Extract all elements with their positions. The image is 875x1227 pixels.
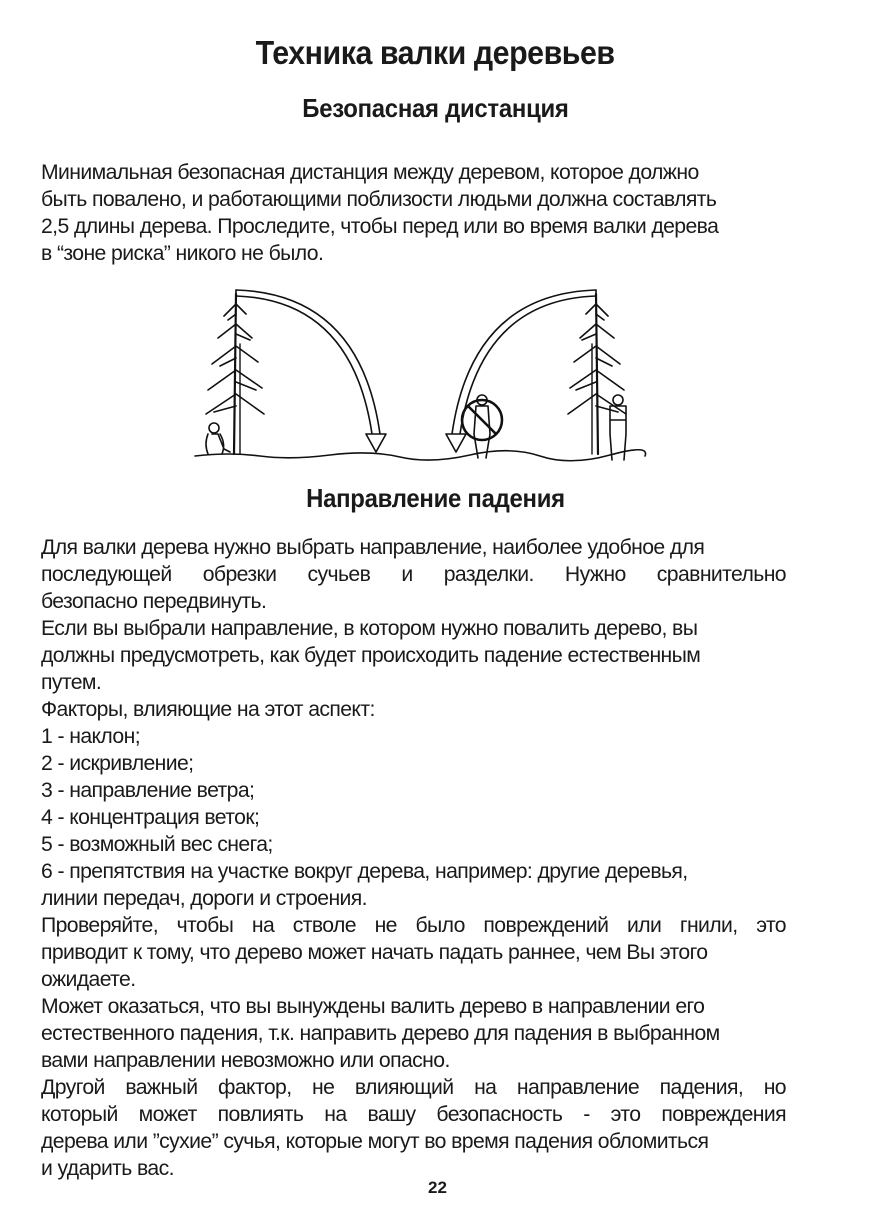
text-line: последующей обрезки сучьев и разделки. Нужно сравнительно — [41, 563, 786, 586]
section-heading-safe-distance: Безопасная дистанция — [302, 93, 569, 123]
text-line: Проверяйте, чтобы на стволе не было повреждений или гнили, это — [41, 914, 786, 937]
list-item: 5 - возможный вес снега; — [41, 833, 273, 856]
ground-line — [195, 450, 646, 461]
text-line: Факторы, влияющие на этот аспект: — [41, 698, 375, 721]
felling-distance-illustration — [190, 284, 650, 468]
text-line: должны предусмотреть, как будет происходить падение естественным — [41, 644, 701, 667]
text-line: ожидаете. — [41, 968, 136, 991]
list-item: 3 - направление ветра; — [41, 779, 255, 802]
section-heading-fall-direction: Направление падения — [306, 483, 565, 513]
page-title: Техника валки деревьев — [255, 34, 615, 71]
worker-icon — [206, 423, 230, 454]
tree-icon — [568, 294, 626, 454]
text-line: в “зоне риска” никого не было. — [41, 242, 324, 265]
falling-arc-arrow-icon — [446, 290, 596, 452]
page-number: 22 — [428, 1178, 447, 1197]
list-item: 2 - искривление; — [41, 752, 194, 775]
text-line: который может повлиять на вашу безопасность - это повреждения — [41, 1103, 786, 1126]
text-line: вами направлении невозможно или опасно. — [41, 1049, 450, 1072]
list-item: 6 - препятствия на участке вокруг дерева, например: другие деревья, — [41, 860, 688, 883]
fall-direction-paragraph — [41, 534, 786, 1182]
list-item: 4 - концентрация веток; — [41, 806, 260, 829]
text-line: и ударить вас. — [41, 1157, 174, 1180]
tree-icon — [206, 294, 264, 454]
text-line: дерева или ”сухие” сучья, которые могут во время падения обломиться — [41, 1130, 709, 1153]
safe-distance-paragraph — [41, 159, 786, 267]
text-line: линии передач, дороги и строения. — [41, 887, 367, 910]
text-line: Минимальная безопасная дистанция между деревом, которое должно — [41, 161, 699, 184]
text-line: путем. — [41, 671, 102, 694]
text-line: Может оказаться, что вы вынуждены валить дерево в направлении его — [41, 995, 705, 1018]
list-item: 1 - наклон; — [41, 725, 140, 748]
text-line: Если вы выбрали направление, в котором нужно повалить дерево, вы — [41, 617, 698, 640]
prohibited-person-icon — [462, 395, 502, 458]
text-line: естественного падения, т.к. направить дерево для падения в выбранном — [41, 1022, 720, 1045]
text-line: 2,5 длины дерева. Проследите, чтобы перед или во время валки дерева — [41, 215, 719, 238]
text-line: приводит к тому, что дерево может начать падать раннее, чем Вы этого — [41, 941, 708, 964]
falling-arc-arrow-icon — [236, 290, 386, 452]
text-line: безопасно передвинуть. — [41, 590, 267, 613]
text-line: Другой важный фактор, не влияющий на направление падения, но — [41, 1076, 786, 1099]
text-line: быть повалено, и работающими поблизости людьми должна составлять — [41, 188, 717, 211]
text-line: Для валки дерева нужно выбрать направление, наиболее удобное для — [41, 536, 705, 559]
